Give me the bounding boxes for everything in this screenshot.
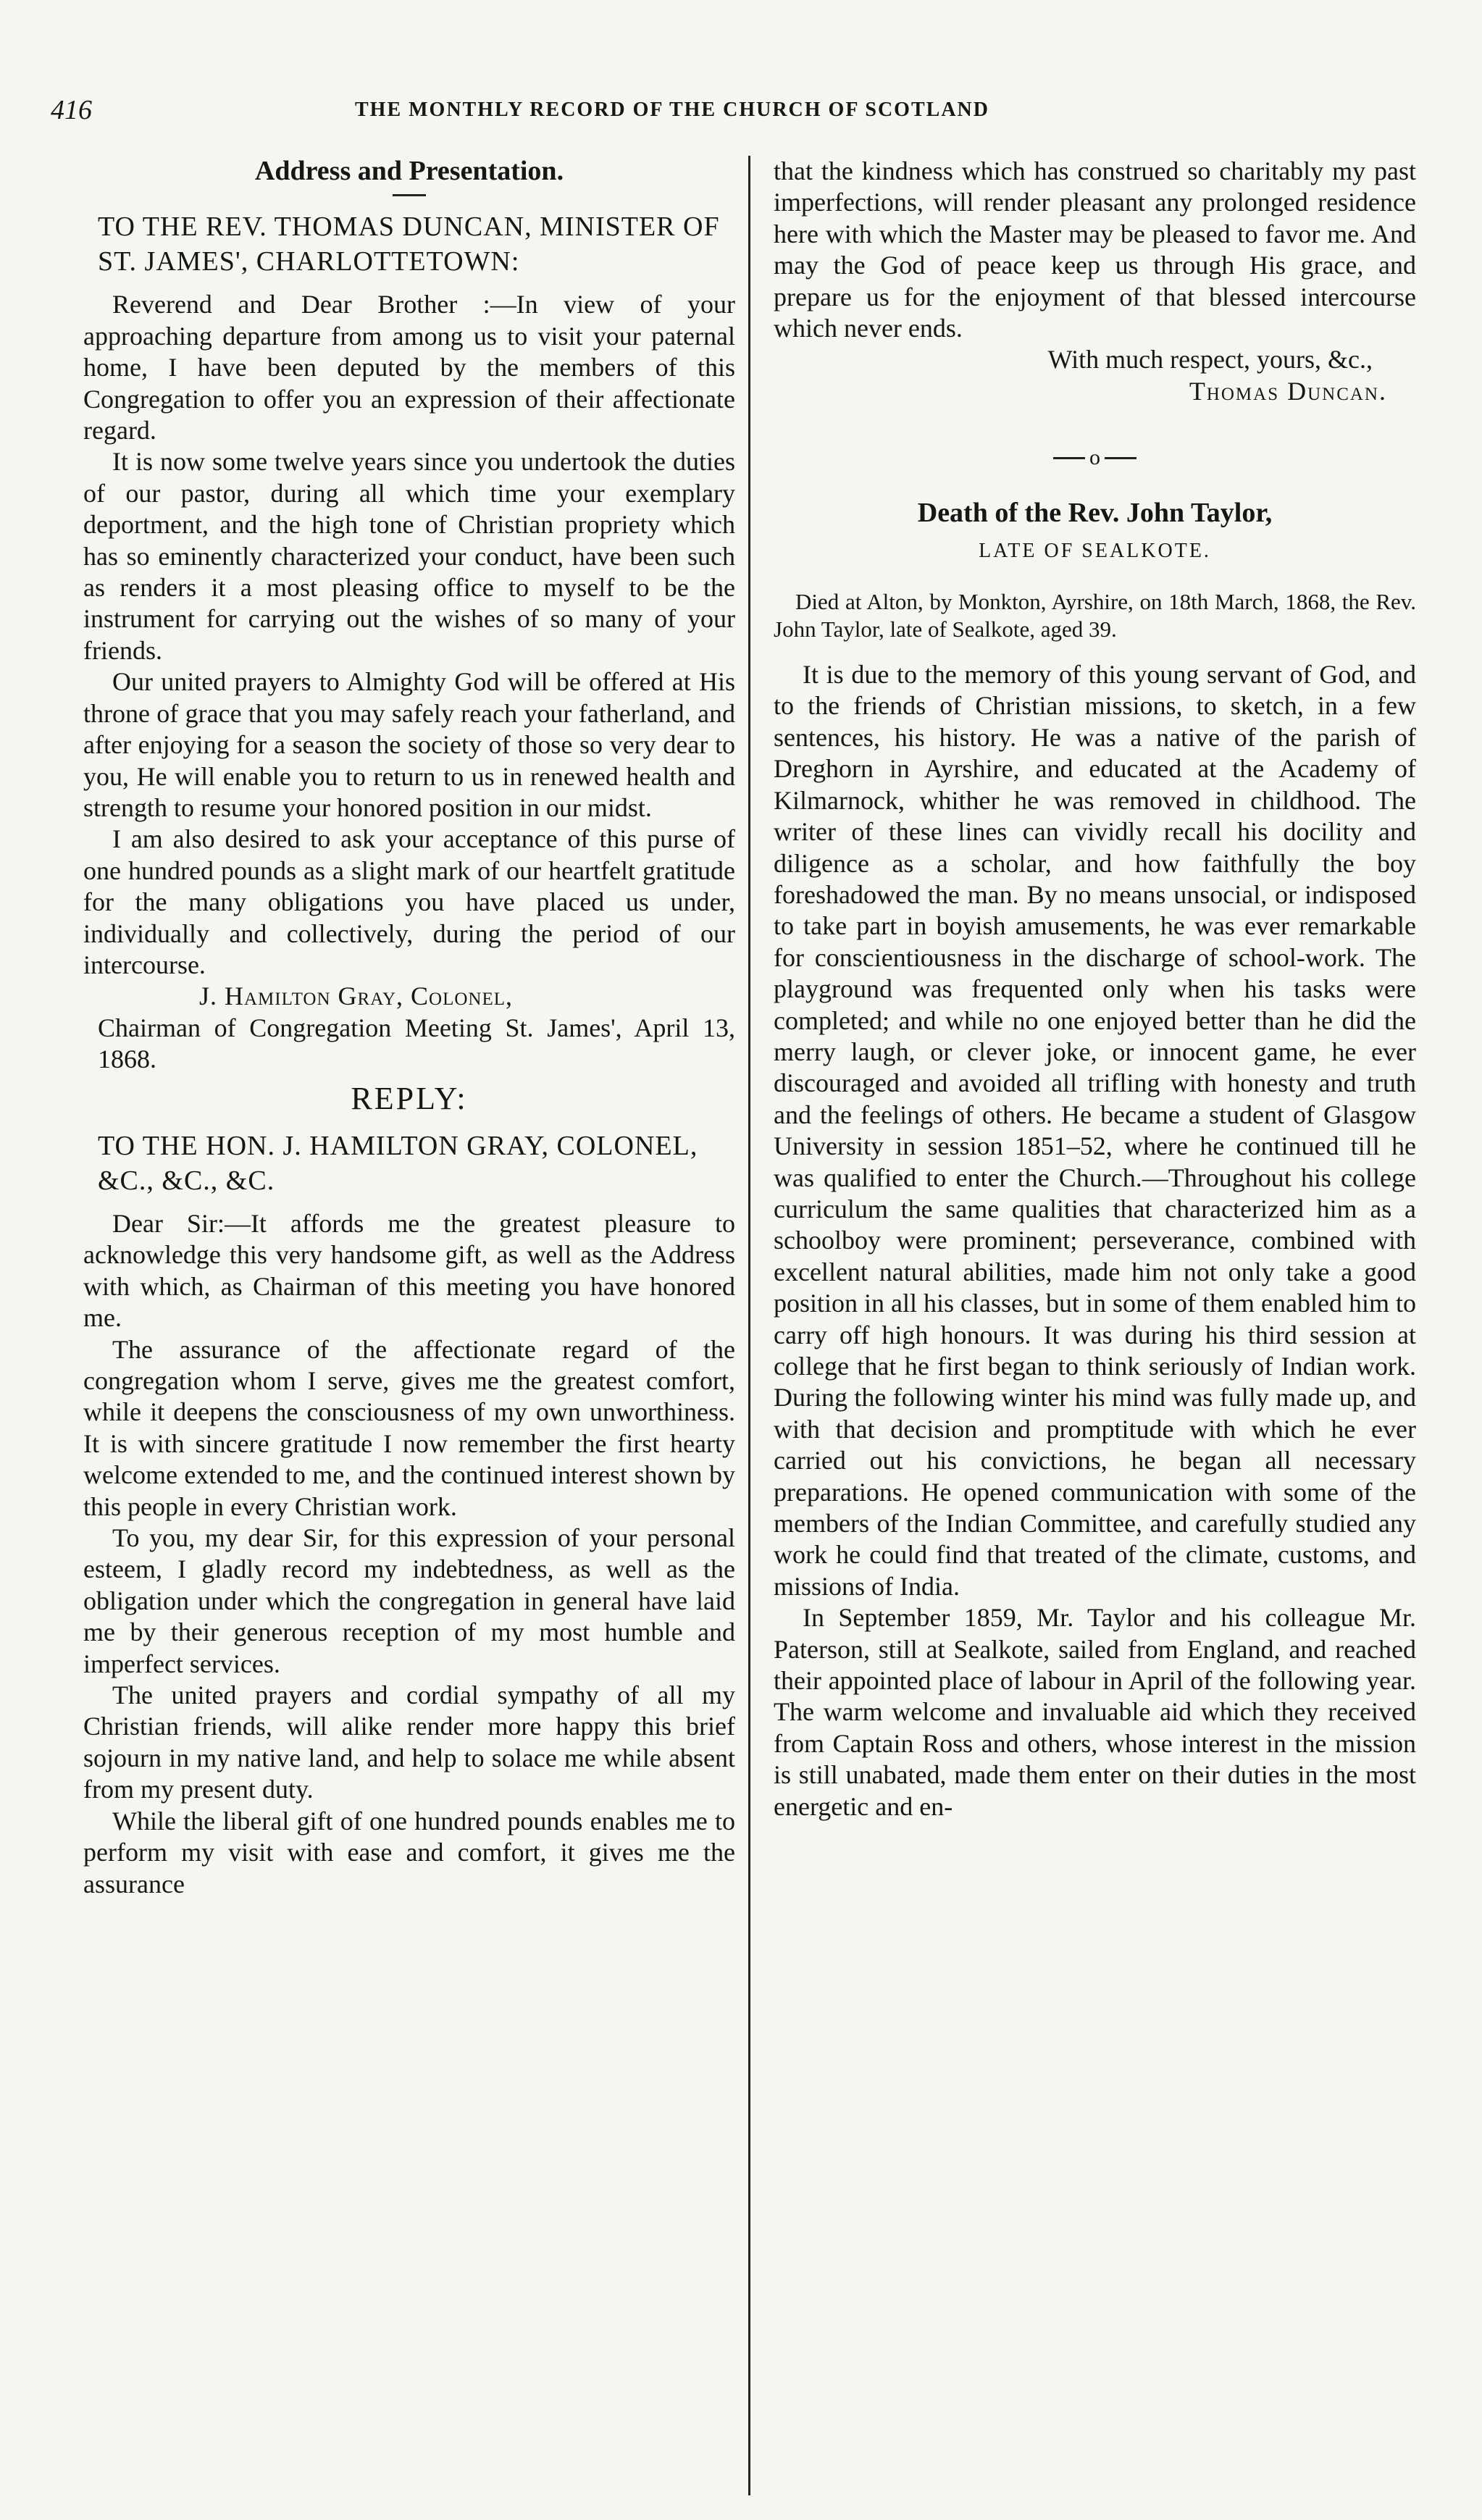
reply-paragraph: While the liberal gift of one hundred pounds enables me to perform my visit with ease and comfort, it gives me the assurance <box>83 1806 735 1899</box>
address-signature-note: Chairman of Congregation Meeting St. James', April 13, 1868. <box>98 1013 735 1074</box>
obituary-subheading: LATE OF SEALKOTE. <box>979 539 1211 562</box>
reply-paragraph: Dear Sir:—It affords me the greatest pleasure to acknowledge this very handsome gift, as well as the Address with which, as Chairman of this meeting you have honored me. <box>83 1208 735 1333</box>
address-heading: Address and Presentation. <box>254 156 564 186</box>
reply-salutation: TO THE HON. J. HAMILTON GRAY, COLONEL, &C., &C., &C. <box>98 1130 698 1196</box>
column-rule <box>748 156 750 2495</box>
divider-line <box>1105 457 1136 459</box>
address-paragraph: Reverend and Dear Brother :—In view of your approaching departure from among us to visit your paternal home, I have been deputed by the members of this Congregation to offer you an expression of their affectionate regard. <box>83 290 735 445</box>
obituary-paragraph: It is due to the memory of this young servant of God, and to the friends of Christian missions, to sketch, in a few sentences, his history. He was a native of the parish of Dreghorn in Ayrshire, and educated at the Academy of Kilmarnock, whither he was removed in childhood. The writer of these lines can vividly recall his docility and diligence as a scholar, and how faithfully the boy foreshadowed the man. By no means unsocial, or indisposed to take part in boyish amusements, he was ever remarkable for conscientiousness in the discharge of school-work. The playground was frequented only when his tasks were completed; and while no one enjoyed better than he did the merry laugh, or clever joke, or innocent game, he ever discouraged and avoided all trifling with honesty and truth and the feelings of others. He became a student of Glasgow University in session 1851–52, where he continued till he was qualified to enter the Church.—Throughout his college curriculum the same qualities that characterized him as a schoolboy were prominent; perseverance, combined with excellent natural abilities, made him not only take a good position in all his classes, but in some of them enabled him to carry off high honours. It was during his third session at college that he first began to think seriously of Indian work. During the following winter his mind was fully made up, and with that decision and promptitude with which he ever carried out his convictions, he began all necessary preparations. He opened communication with some of the members of the Indian Committee, and carefully studied any work he could find that treated of the climate, customs, and missions of India. <box>774 660 1416 1601</box>
address-salutation: TO THE REV. THOMAS DUNCAN, MINISTER OF ST. JAMES', CHARLOTTETOWN: <box>98 212 720 277</box>
reply-paragraph: To you, my dear Sir, for this expression of your personal esteem, I gladly record my indebtedness, as well as the obligation under which the congregation in general have laid me by their generous reception of my most humble and imperfect services. <box>83 1523 735 1678</box>
heading-dash <box>393 194 426 196</box>
address-paragraph: Our united prayers to Almighty God will be offered at His throne of grace that you may safely reach your fatherland, and after enjoying for a season the society of those so very dear to you, He will enable you to return to us in renewed health and strength to resume your honored position in our midst. <box>83 667 735 822</box>
obituary-heading: Death of the Rev. John Taylor, <box>917 498 1273 529</box>
obituary-paragraph: In September 1859, Mr. Taylor and his colleague Mr. Paterson, still at Sealkote, sailed from England, and reached their appointed place of labour in April of the following year. The warm welcome and invaluable aid which they received from Captain Ross and others, whose interest in the mission is still unabated, made them enter on their duties in the most energetic and en- <box>774 1603 1416 1821</box>
section-divider <box>774 447 1416 469</box>
reply-continuation: that the kindness which has construed so charitably my past imperfections, will render pleasant any prolonged residence here with which the Master may be pleased to favor me. And may the God of peace keep us through His grace, and prepare us for the enjoyment of that blessed intercourse which never ends. <box>774 156 1416 343</box>
reply-closing-name: Thomas Duncan. <box>1189 376 1387 406</box>
reply-paragraph: The united prayers and cordial sympathy of all my Christian friends, will alike render more happy this brief sojourn in my native land, and help to solace me while absent from my present duty. <box>83 1680 735 1804</box>
address-paragraph: I am also desired to ask your acceptance of this purse of one hundred pounds as a slight mark of our heartfelt gratitude for the many obligations you have placed us under, individually and collectively, during the period of our intercourse. <box>83 824 735 979</box>
left-column <box>83 156 735 2488</box>
address-paragraph: It is now some twelve years since you undertook the duties of our pastor, during all which time your exemplary deportment, and the high tone of Christian propriety which has so eminently characterized your conduct, have been such as renders it a most pleasing office to myself to be the instrument for carrying out the wishes of so many of your friends. <box>83 447 735 665</box>
divider-line <box>1053 457 1085 459</box>
reply-paragraph: The assurance of the affectionate regard of the congregation whom I serve, gives me the greatest comfort, while it deepens the consciousness of my own unworthiness. It is with sincere gratitude I now remember the first hearty welcome extended to me, and the continued interest shown by this people in every Christian work. <box>83 1334 735 1521</box>
page-header <box>43 94 1420 145</box>
running-head: THE MONTHLY RECORD OF THE CHURCH OF SCOTLAND <box>355 99 989 121</box>
page-number: 416 <box>51 95 92 125</box>
divider-mark: o <box>1089 445 1100 470</box>
address-signature: J. Hamilton Gray, Colonel, <box>199 981 513 1011</box>
obituary-note: Died at Alton, by Monkton, Ayrshire, on 18th March, 1868, the Rev. John Taylor, late of Sealkote, aged 39. <box>774 589 1416 642</box>
reply-title: REPLY: <box>351 1080 468 1116</box>
reply-closing: With much respect, yours, &c., <box>1047 345 1373 374</box>
right-column <box>774 156 1416 2488</box>
